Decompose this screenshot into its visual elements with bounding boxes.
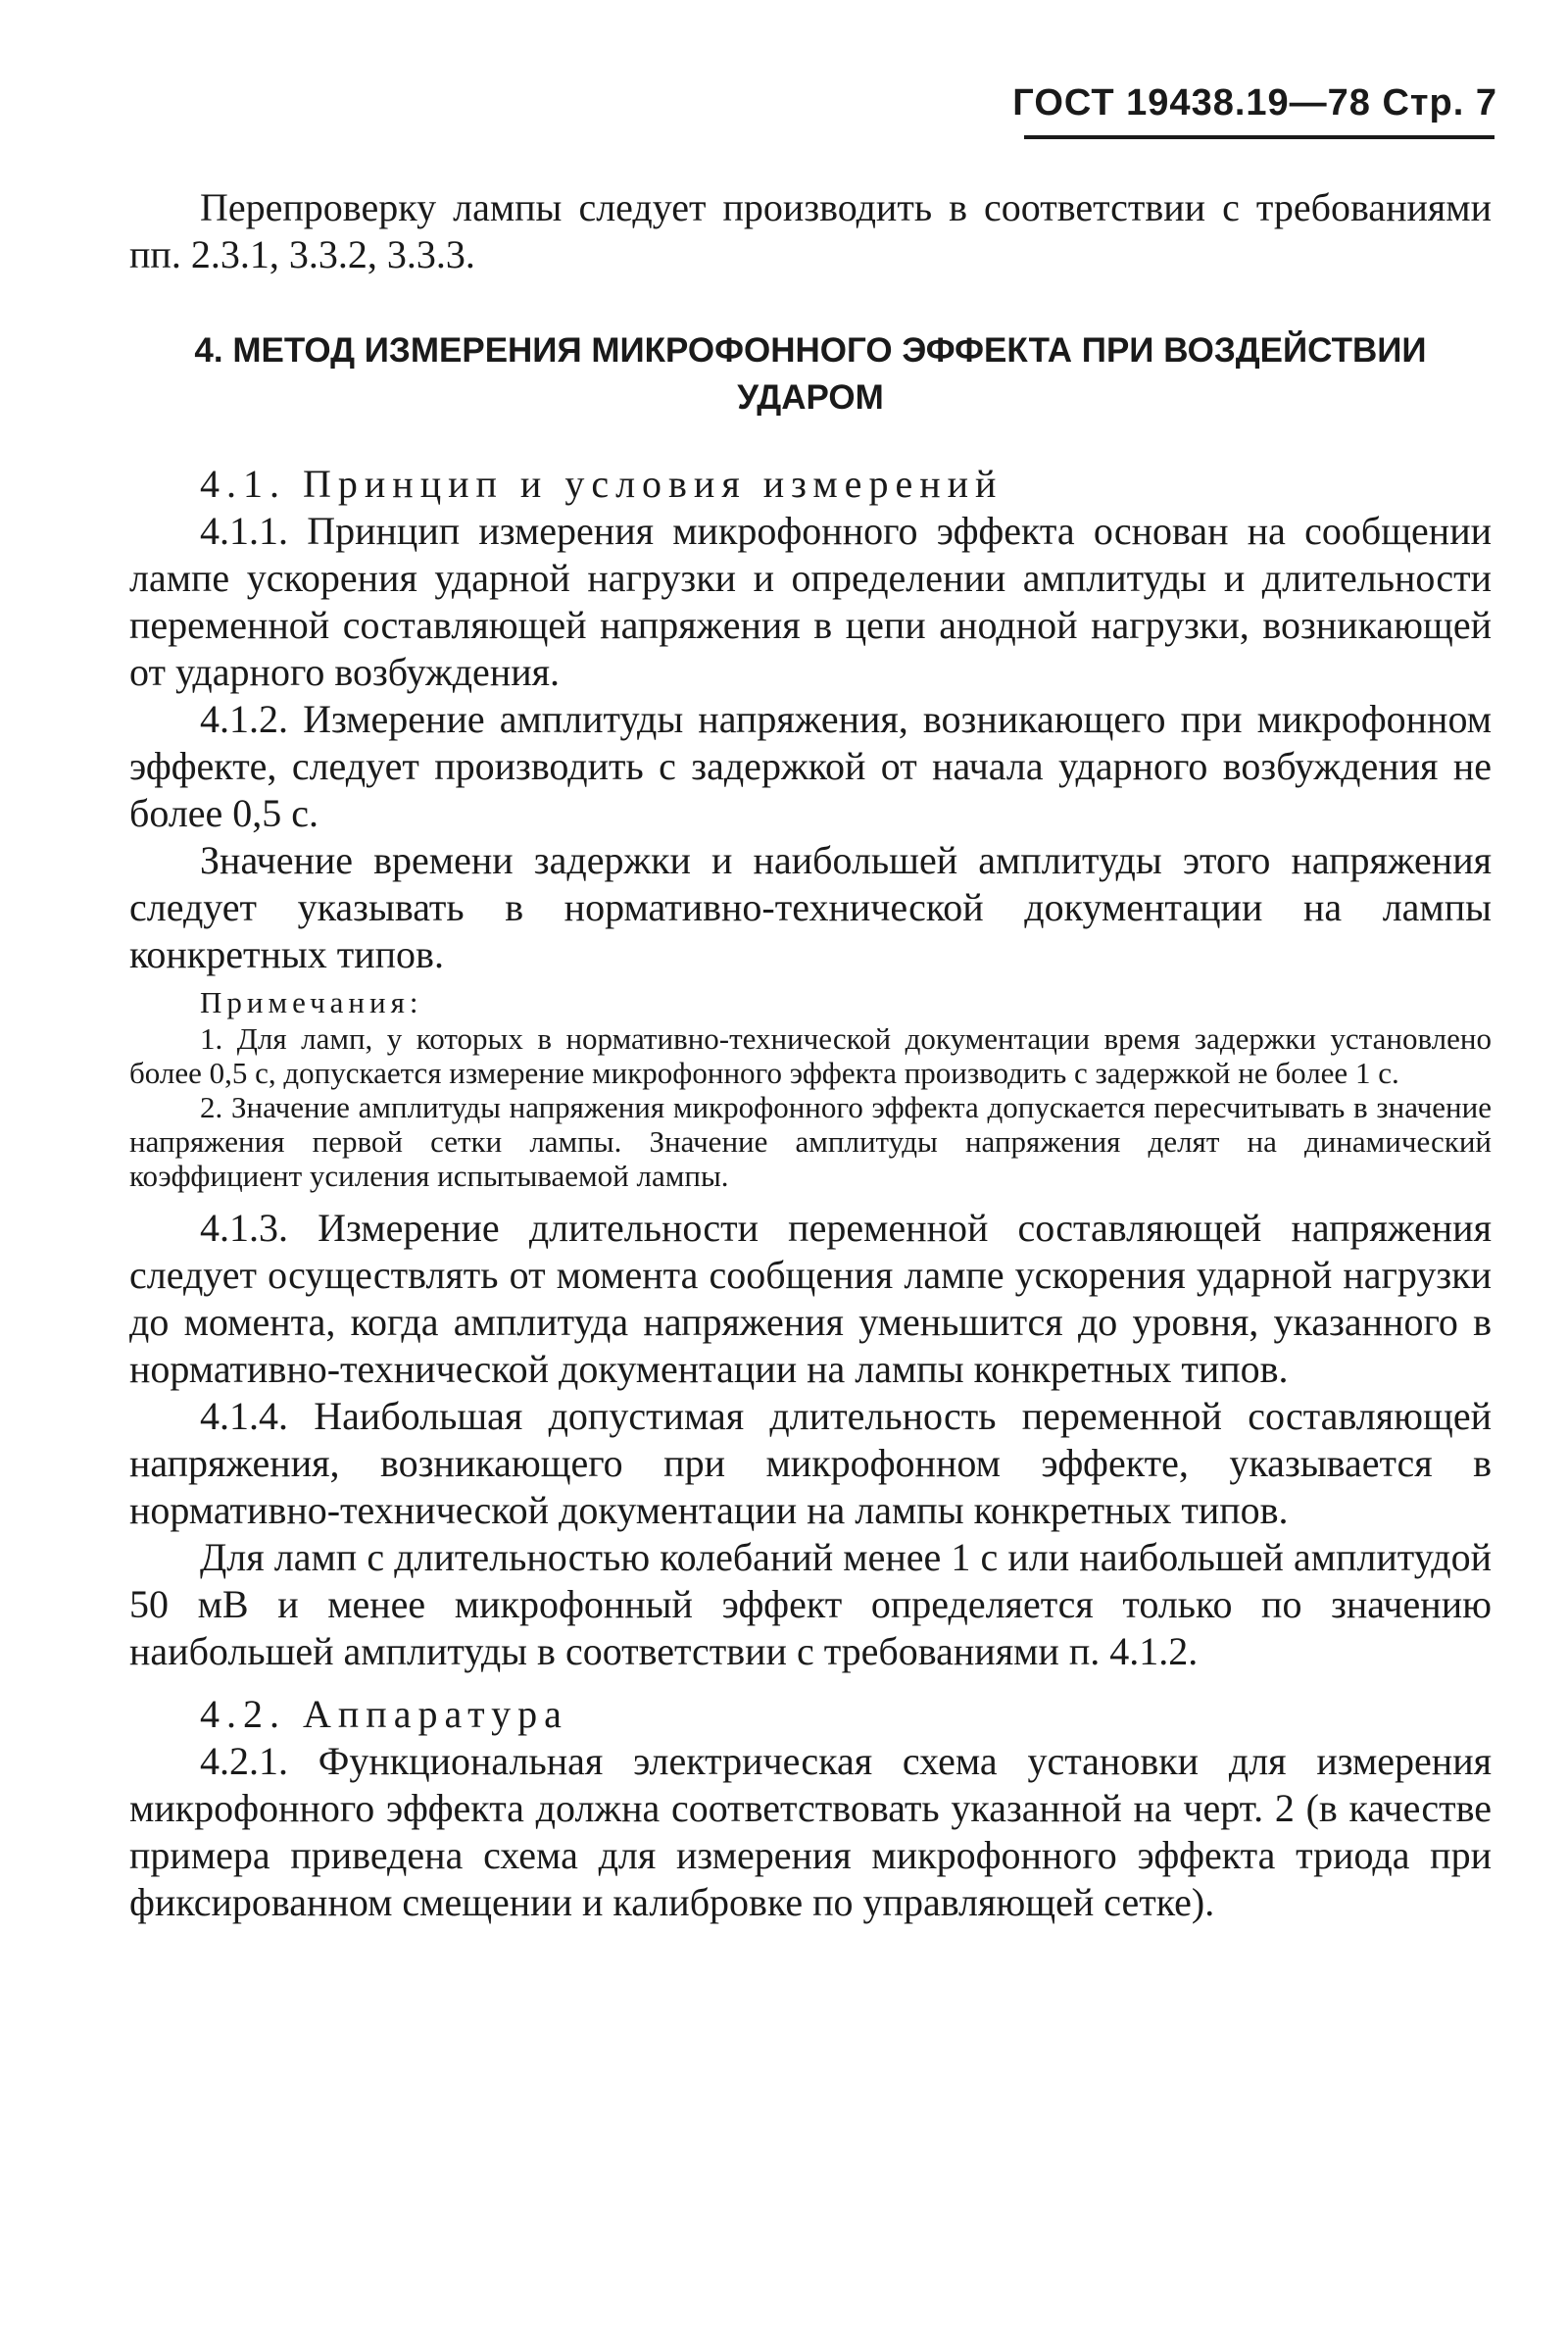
intro-paragraph: Перепроверку лампы следует производить в соответствии с требованиями пп. 2.3.1, 3.3.2, 3.3.3.: [129, 185, 1492, 276]
paragraph-4-1-2-continued: Значение времени задержки и наибольшей амплитуды этого напряжения следует указывать в нормативно-технической документации на лампы конкретных типов.: [129, 838, 1492, 976]
subsection-heading-4-2: 4.2. Аппаратура: [200, 1692, 568, 1736]
note-2: 2. Значение амплитуды напряжения микрофонного эффекта допускается пересчитывать в значение напряжения первой сетки лампы. Значение амплитуды напряжения делят на динамический коэффициент усиления испытываемой лампы.: [129, 1090, 1492, 1193]
paragraph-4-1-2: 4.1.2. Измерение амплитуды напряжения, возникающего при микрофонном эффекте, следует производить с задержкой от начала ударного возбуждения не более 0,5 с.: [129, 697, 1492, 835]
subsection-heading-4-1: 4.1. Принцип и условия измерений: [200, 462, 1004, 506]
page-header: ГОСТ 19438.19—78 Стр. 7: [1012, 82, 1497, 124]
paragraph-4-2-1: 4.2.1. Функциональная электрическая схема установки для измерения микрофонного эффекта должна соответствовать указанной на черт. 2 (в качестве примера приведена схема для измерения микрофонного эффекта триода при фиксированном смещении и калибровке по управляющей сетке).: [129, 1739, 1492, 1924]
paragraph-4-1-4: 4.1.4. Наибольшая допустимая длительность переменной составляющей напряжения, возникающего при микрофонном эффекте, указывается в нормативно-технической документации на лампы конкретных типов.: [129, 1394, 1492, 1532]
header-rule: [1024, 135, 1494, 139]
section-title: 4. МЕТОД ИЗМЕРЕНИЯ МИКРОФОННОГО ЭФФЕКТА ПРИ ВОЗДЕЙСТВИИ УДАРОМ: [194, 331, 1427, 417]
notes-heading: Примечания:: [200, 985, 423, 1019]
paragraph-4-1-1: 4.1.1. Принцип измерения микрофонного эффекта основан на сообщении лампе ускорения ударной нагрузки и определении амплитуды и длительности переменной составляющей напряжения в цепи анодной нагрузки, возникающей от ударного возбуждения.: [129, 509, 1492, 694]
paragraph-4-1-4-continued: Для ламп с длительностью колебаний менее 1 с или наибольшей амплитудой 50 мВ и менее микрофонный эффект определяется только по значению наибольшей амплитуды в соответствии с требованиями п. 4.1.2.: [129, 1535, 1492, 1673]
paragraph-4-1-3: 4.1.3. Измерение длительности переменной составляющей напряжения следует осуществлять от момента сообщения лампе ускорения ударной нагрузки до момента, когда амплитуда напряжения уменьшится до уровня, указанного в нормативно-технической документации на лампы конкретных типов.: [129, 1206, 1492, 1391]
note-1: 1. Для ламп, у которых в нормативно-технической документации время задержки установлено более 0,5 с, допускается измерение микрофонного эффекта производить с задержкой не более 1 с.: [129, 1021, 1492, 1090]
page-content: [129, 184, 1492, 1926]
